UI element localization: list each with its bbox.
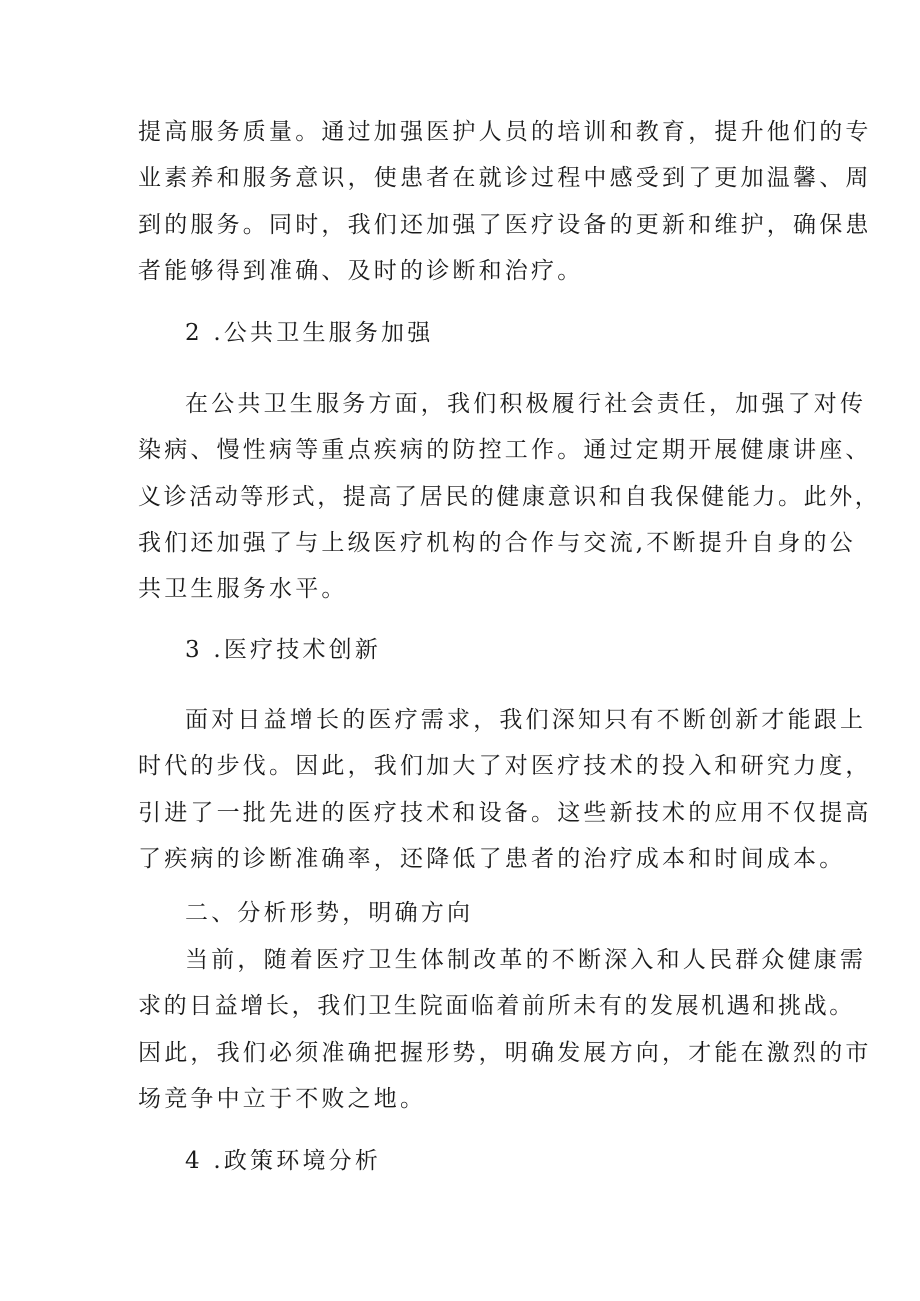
body-text-line: 提高服务质量。通过加强医护人员的培训和教育，提升他们的专 (138, 119, 872, 145)
body-text-line: 业素养和服务意识，使患者在就诊过程中感受到了更加温馨、周 (138, 165, 872, 191)
section-heading: 2 .公共卫生服务加强 (185, 320, 434, 346)
body-text-line: 了疾病的诊断准确率，还降低了患者的治疗成本和时间成本。 (138, 846, 846, 872)
body-text-line: 当前，随着医疗卫生体制改革的不断深入和人民群众健康需 (185, 947, 867, 973)
chapter-heading: 二、分析形势，明确方向 (185, 900, 474, 926)
section-heading: 3 .医疗技术创新 (185, 637, 382, 663)
body-text-line: 染病、慢性病等重点疾病的防控工作。通过定期开展健康讲座、 (138, 437, 872, 463)
body-text-line: 引进了一批先进的医疗技术和设备。这些新技术的应用不仅提高 (138, 800, 872, 826)
body-text-line: 共卫生服务水平。 (138, 576, 348, 602)
body-text-line: 场竞争中立于不败之地。 (138, 1086, 427, 1112)
section-heading: 4 .政策环境分析 (185, 1148, 382, 1174)
body-text-line: 者能够得到准确、及时的诊断和治疗。 (138, 258, 584, 284)
body-text-line: 面对日益增长的医疗需求，我们深知只有不断创新才能跟上 (185, 707, 867, 733)
body-text-line: 义诊活动等形式，提高了居民的健康意识和自我保健能力。此外， (138, 484, 881, 510)
body-text-line: 因此，我们必须准确把握形势，明确发展方向，才能在激烈的市 (138, 1040, 872, 1066)
body-text-line: 到的服务。同时，我们还加强了医疗设备的更新和维护，确保患 (138, 212, 872, 238)
body-text-line: 求的日益增长，我们卫生院面临着前所未有的发展机遇和挑战。 (138, 993, 855, 1019)
body-text-line: 时代的步伐。因此，我们加大了对医疗技术的投入和研究力度， (138, 753, 872, 779)
body-text-line: 在公共卫生服务方面，我们积极履行社会责任，加强了对传 (185, 391, 867, 417)
body-text-line: 我们还加强了与上级医疗机构的合作与交流,不断提升自身的公 (138, 530, 856, 556)
